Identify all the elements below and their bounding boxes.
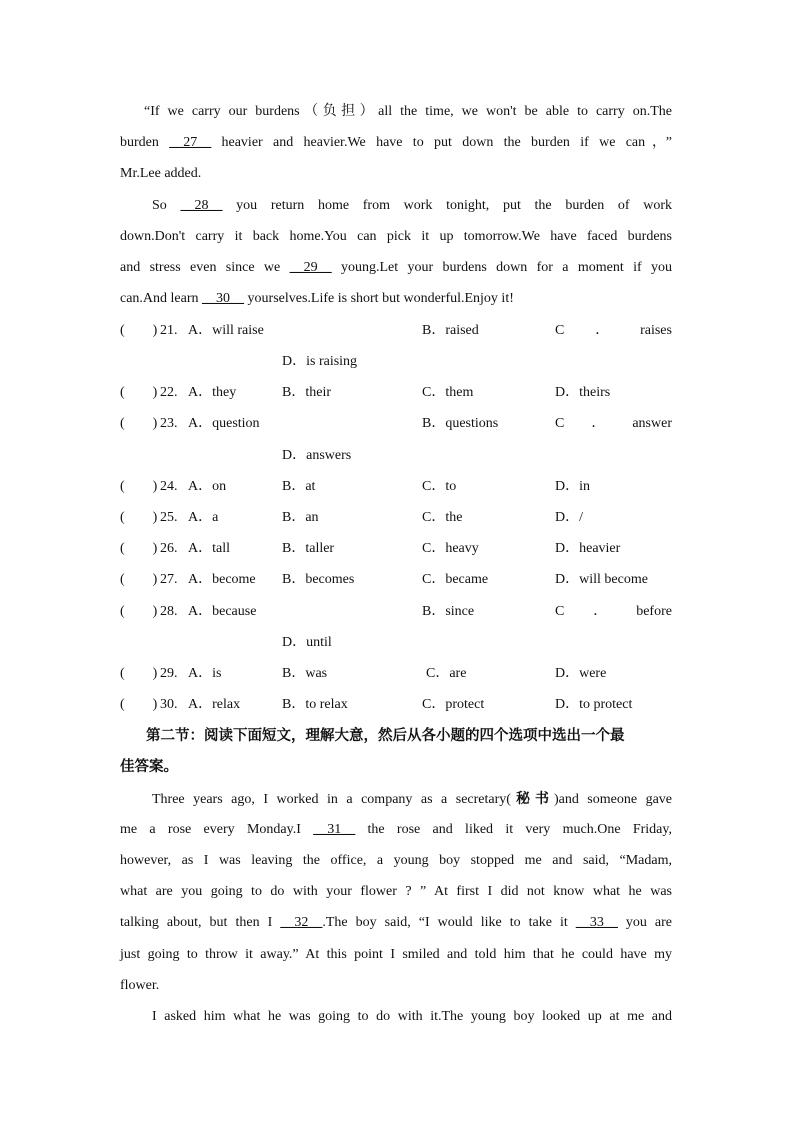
option-d[interactable]: D．answers: [282, 448, 352, 463]
answer-paren[interactable]: ( ): [120, 510, 158, 525]
option-d[interactable]: D．to protect: [555, 697, 633, 712]
option-a[interactable]: A．because: [188, 604, 257, 619]
option-b[interactable]: B．becomes: [282, 572, 355, 587]
passage-text: heavier and heavier.We have to put down the burden if we can，”: [211, 135, 672, 150]
option-a[interactable]: A．question: [188, 416, 260, 431]
answer-paren[interactable]: ( ): [120, 697, 158, 712]
question-number: 29.: [160, 666, 178, 681]
option-c[interactable]: C．to: [422, 479, 457, 494]
passage-text: Mr.Lee added.: [120, 166, 202, 181]
option-b[interactable]: B．an: [282, 510, 319, 525]
passage-text: flower.: [120, 978, 160, 993]
option-d[interactable]: D．heavier: [555, 541, 621, 556]
option-c-dot: ．: [593, 604, 608, 619]
question-number: 23.: [160, 416, 178, 431]
answer-paren[interactable]: ( ): [120, 666, 158, 681]
passage-text: the rose and liked it very much.One Friday,: [355, 822, 672, 837]
passage-text: and stress even since we: [120, 260, 290, 275]
option-b[interactable]: B．at: [282, 479, 316, 494]
passage-text: )and someone gave: [553, 792, 672, 807]
option-c-text: before: [636, 604, 672, 619]
section-heading: [146, 726, 672, 746]
passage-text: just going to throw it away.” At this point I smiled and told him that he could have my: [120, 947, 672, 962]
passage2-line: [120, 913, 672, 933]
option-b[interactable]: B．to relax: [282, 697, 348, 712]
option-c[interactable]: C．protect: [422, 697, 485, 712]
passage1-line: [144, 102, 672, 122]
option-b[interactable]: B．taller: [282, 541, 335, 556]
passage2-line: [120, 851, 672, 871]
blank-31: __31__: [313, 822, 356, 837]
option-c-letter: C: [555, 604, 565, 619]
passage-text: what are you going to do with your flower ? ” At first I did not know what he was: [120, 884, 672, 899]
passage1-line: [120, 289, 672, 309]
option-a[interactable]: A．become: [188, 572, 256, 587]
passage2-line: [152, 789, 672, 810]
option-d[interactable]: D．were: [555, 666, 607, 681]
blank-32: __32__: [280, 915, 323, 930]
question-number: 26.: [160, 541, 178, 556]
passage-text: you return home from work tonight, put the burden of work: [222, 198, 672, 213]
answer-paren[interactable]: ( ): [120, 479, 158, 494]
passage-text: can.And learn: [120, 291, 203, 306]
passage-text: young.Let your burdens down for a moment if you: [331, 260, 672, 275]
passage-text: talking about, but then I: [120, 915, 281, 930]
passage2-line: [120, 945, 672, 965]
passage-text: Three years ago, I worked in a company as a secretary(: [152, 792, 511, 807]
blank-30: __30__: [202, 291, 245, 306]
question-number: 24.: [160, 479, 178, 494]
option-c-text: raises: [640, 323, 672, 338]
option-b[interactable]: B．raised: [422, 323, 479, 338]
option-d[interactable]: D．in: [555, 479, 590, 494]
option-d[interactable]: D．theirs: [555, 385, 611, 400]
passage2-line: [120, 976, 672, 996]
option-c-dot: ．: [591, 416, 606, 431]
answer-paren[interactable]: ( ): [120, 572, 158, 587]
option-a[interactable]: A．will raise: [188, 323, 264, 338]
option-c[interactable]: [555, 414, 672, 434]
option-c[interactable]: C．the: [422, 510, 463, 525]
option-c-letter: C: [555, 323, 565, 338]
passage2-line: [120, 882, 672, 902]
passage-text: “If we carry our burdens（负担）all the time, we won't be able to carry on.The: [144, 104, 672, 119]
passage-text: So: [152, 198, 181, 213]
option-a[interactable]: A．relax: [188, 697, 241, 712]
option-d[interactable]: D．is raising: [282, 354, 358, 369]
answer-paren[interactable]: ( ): [120, 323, 158, 338]
answer-paren[interactable]: ( ): [120, 385, 158, 400]
question-number: 21.: [160, 323, 178, 338]
answer-paren[interactable]: ( ): [120, 416, 158, 431]
option-a[interactable]: A．on: [188, 479, 227, 494]
passage-text: burden: [120, 135, 170, 150]
option-c-text: answer: [632, 416, 672, 431]
option-a[interactable]: A．is: [188, 666, 222, 681]
question-number: 28.: [160, 604, 178, 619]
option-c[interactable]: [555, 321, 672, 341]
passage-text: I asked him what he was going to do with it.The young boy looked up at me and: [152, 1009, 672, 1024]
option-c-dot: ．: [595, 323, 610, 338]
option-c[interactable]: C．heavy: [422, 541, 479, 556]
passage1-line: [120, 227, 672, 247]
passage2-line: [152, 1007, 672, 1027]
option-d[interactable]: D．/: [555, 510, 583, 525]
question-number: 30.: [160, 697, 178, 712]
option-c[interactable]: C．became: [422, 572, 489, 587]
answer-paren[interactable]: ( ): [120, 541, 158, 556]
blank-33: __33__: [575, 915, 618, 930]
section-heading-text: 第二节：阅读下面短文，理解大意，然后从各小题的四个选项中选出一个最: [146, 728, 625, 744]
passage-text: you are: [617, 915, 672, 930]
option-b[interactable]: B．their: [282, 385, 331, 400]
passage1-line: [120, 258, 672, 278]
option-b[interactable]: B．since: [422, 604, 475, 619]
option-a[interactable]: A．tall: [188, 541, 230, 556]
section-heading-text: 佳答案。: [120, 759, 178, 775]
passage-text: down.Don't carry it back home.You can pick it up tomorrow.We have faced burdens: [120, 229, 672, 244]
option-b[interactable]: B．was: [282, 666, 328, 681]
option-d[interactable]: D．will become: [555, 572, 648, 587]
option-b[interactable]: B．questions: [422, 416, 499, 431]
question-number: 27.: [160, 572, 178, 587]
section-heading: [120, 757, 672, 777]
option-a[interactable]: A．a: [188, 510, 219, 525]
blank-27: __27__: [169, 135, 212, 150]
option-c[interactable]: C．are: [426, 666, 467, 681]
passage-text: me a rose every Monday.I: [120, 822, 314, 837]
option-c[interactable]: C．them: [422, 385, 474, 400]
passage-text: however, as I was leaving the office, a young boy stopped me and said, “Madam,: [120, 853, 672, 868]
question-number: 22.: [160, 385, 178, 400]
passage2-line: [120, 820, 672, 840]
question-number: 25.: [160, 510, 178, 525]
option-a[interactable]: A．they: [188, 385, 237, 400]
passage-text: 秘书: [510, 791, 554, 807]
answer-paren[interactable]: ( ): [120, 604, 158, 619]
blank-29: __29__: [289, 260, 332, 275]
option-c[interactable]: [555, 602, 672, 622]
option-d[interactable]: D．until: [282, 635, 332, 650]
passage-text: .The boy said, “I would like to take it: [322, 915, 576, 930]
passage1-line: [120, 133, 672, 153]
blank-28: __28__: [180, 198, 223, 213]
passage1-line: [152, 196, 672, 216]
passage1-line: [120, 164, 672, 184]
option-c-letter: C: [555, 416, 565, 431]
passage-text: yourselves.Life is short but wonderful.Enjoy it!: [244, 291, 514, 306]
